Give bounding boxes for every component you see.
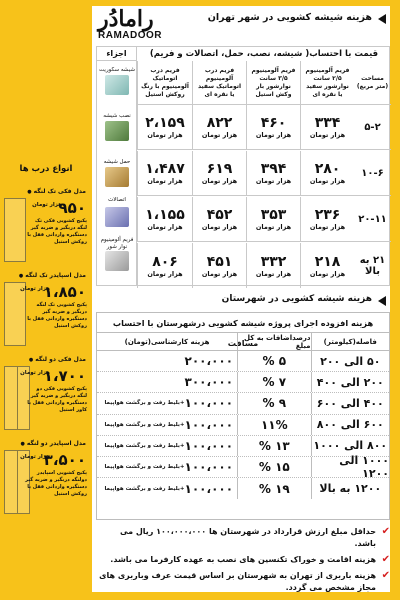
fee-value: ۳۰۰،۰۰۰ bbox=[184, 375, 234, 390]
door-price-unit: هزار تومان bbox=[20, 286, 50, 292]
door-icon bbox=[4, 198, 26, 262]
sidebar-title: انواع درب ها bbox=[19, 164, 73, 174]
table-row bbox=[97, 415, 389, 436]
note-item bbox=[96, 526, 390, 550]
fee-note: +بلیط رفت و برگشت هواپیما bbox=[104, 442, 185, 449]
distance-cell: ۱۰۰۰ الی ۱۲۰۰ bbox=[339, 454, 389, 481]
product-header: اجزاء bbox=[97, 47, 136, 61]
fee-value: ۱۰۰،۰۰۰ bbox=[184, 396, 234, 411]
price-cell bbox=[192, 243, 246, 288]
price-value: ۳۹۴ bbox=[260, 161, 287, 177]
door-price: ۳،۵۰۰ bbox=[43, 451, 86, 469]
column-header: مساحت (متر مربع) bbox=[356, 74, 389, 90]
price-value: ۶۱۹ bbox=[206, 161, 233, 177]
price-unit: هزار تومان bbox=[309, 131, 346, 139]
distance-cell: ۲۰۰ الی ۴۰۰ bbox=[316, 375, 384, 389]
fee-note: +بلیط رفت و برگشت هواپیما bbox=[104, 400, 185, 407]
door-desc: پکیج کشویی تک لنگه دربگیر و ضربه گیر دستگیره وارداتی قفل با روکش استیل bbox=[27, 302, 87, 329]
price-unit: هزار تومان bbox=[309, 269, 346, 278]
door-card bbox=[2, 356, 90, 436]
door-name: مدل اسپایدر تک لنگه ● bbox=[19, 272, 86, 279]
note-item bbox=[96, 554, 390, 566]
price-cell bbox=[192, 151, 246, 195]
price-cell bbox=[137, 197, 192, 241]
table-title: قیمت با احتساب( شیشه، نصب، حمل، اتصالات و فریم) bbox=[149, 49, 379, 59]
check-icon: ✔ bbox=[381, 526, 390, 537]
price-cell bbox=[300, 243, 354, 288]
price-unit: هزار تومان bbox=[201, 223, 238, 231]
frame-right bbox=[390, 0, 400, 600]
door-name: مدل فکی تک لنگه ● bbox=[27, 188, 86, 195]
product-label: اتصالات bbox=[108, 197, 126, 203]
page-title: هزینه شیشه کشویی در شهر تهران bbox=[207, 12, 372, 23]
table-row bbox=[97, 351, 389, 372]
fee-note: +بلیط رفت و برگشت هواپیما bbox=[104, 485, 185, 492]
door-desc: پکیج کشویی اسپایدر دولنگه دربگیر و ضربه گیر دستگیره وارداتی قفل با روکش استیل bbox=[25, 470, 87, 497]
area-cell: ۲۱ به بالا bbox=[359, 254, 386, 277]
table-row bbox=[97, 372, 389, 393]
door-price: ۹۵۰ bbox=[58, 199, 86, 217]
price-cell bbox=[137, 105, 192, 149]
fee-value: ۱۰۰،۰۰۰ bbox=[184, 438, 234, 453]
percent-cell: ۱۹ % bbox=[238, 478, 312, 499]
fee-value: ۱۰۰،۰۰۰ bbox=[184, 417, 234, 432]
price-unit: هزار تومان bbox=[147, 131, 183, 139]
logo-en: RAMADOOR bbox=[98, 30, 162, 41]
arrow-icon bbox=[378, 14, 386, 24]
percent-cell: ۹ % bbox=[238, 393, 312, 413]
price-cell bbox=[246, 243, 300, 288]
price-cell bbox=[137, 243, 192, 288]
price-value: ۲۳۶ bbox=[314, 207, 341, 223]
door-price: ۱،۸۵۰ bbox=[43, 283, 86, 301]
glass-image bbox=[105, 75, 129, 95]
fee-cell bbox=[97, 457, 238, 477]
fee-note: +بلیط رفت و برگشت هواپیما bbox=[104, 464, 185, 471]
column-header: فاصله(کیلومتر) bbox=[323, 337, 377, 346]
fee-value: ۲۰۰،۰۰۰ bbox=[184, 354, 234, 369]
price-unit: هزار تومان bbox=[147, 177, 183, 185]
price-value: ۲۸۰ bbox=[314, 161, 341, 177]
product-label: حمل شیشه bbox=[103, 159, 131, 165]
price-cell bbox=[246, 197, 300, 241]
note-text: حداقل مبلغ ارزش قرارداد در شهرستان ها ۱۰۰،۰۰۰،۰۰۰ ریال می باشد. bbox=[119, 527, 376, 548]
table-row bbox=[97, 454, 389, 481]
fee-cell bbox=[97, 372, 238, 392]
percent-cell: ۱۳ % bbox=[238, 436, 312, 456]
price-value: ۴۵۲ bbox=[206, 207, 233, 223]
column-header: هزینه کارشناسی(تومان) bbox=[97, 333, 238, 350]
door-card bbox=[2, 188, 90, 268]
table-header-row bbox=[97, 333, 389, 351]
fee-cell bbox=[97, 415, 238, 435]
price-cell bbox=[300, 197, 354, 241]
price-unit: هزار تومان bbox=[201, 269, 238, 278]
door-desc: پکیج کشویی فکی تک لنگه دربگیر و ضربه گیر دستگیره وارداتی قفل با روکش استیل bbox=[27, 218, 87, 245]
price-table bbox=[96, 46, 390, 286]
distance-cell: ۵۰ الی ۲۰۰ bbox=[320, 354, 381, 368]
door-price: ۱،۷۰۰ bbox=[43, 367, 86, 385]
price-unit: هزار تومان bbox=[201, 177, 238, 185]
logo-text: رامادُر bbox=[98, 6, 154, 32]
distance-table bbox=[96, 312, 390, 520]
fee-value: ۱۰۰،۰۰۰ bbox=[184, 460, 234, 475]
price-unit: هزار تومان bbox=[255, 223, 292, 231]
percent-cell: ۷ % bbox=[238, 372, 312, 392]
distance-cell: ۸۰۰ الی ۱۰۰۰ bbox=[313, 439, 388, 453]
note-item bbox=[96, 570, 390, 594]
fittings-image bbox=[105, 207, 129, 227]
price-value: ۱،۴۸۷ bbox=[145, 161, 185, 177]
price-value: ۴۵۱ bbox=[206, 253, 233, 270]
notes-list bbox=[96, 526, 390, 598]
product-label: شیشه سکوریت bbox=[99, 67, 135, 73]
distance-cell: ۶۰۰ الی ۸۰۰ bbox=[316, 418, 384, 432]
column-header: فریم درب اتوماتیک آلومینیوم با رنگ روکش استیل bbox=[137, 61, 192, 104]
price-value: ۳۳۲ bbox=[260, 253, 287, 270]
price-value: ۲،۱۵۹ bbox=[145, 115, 185, 131]
price-unit: هزار تومان bbox=[255, 177, 292, 185]
price-value: ۸۰۶ bbox=[152, 253, 178, 270]
price-unit: هزار تومان bbox=[147, 269, 183, 278]
door-desc: پکیج کشویی فکی دو لنگه دربگیر و ضربه گیر دستگیره وارداتی قفل با کاور استیل bbox=[27, 386, 87, 413]
table-row bbox=[137, 243, 391, 288]
table-row bbox=[137, 105, 391, 150]
product-label: نصب شیشه bbox=[103, 113, 131, 119]
price-cell bbox=[246, 105, 300, 149]
price-grid bbox=[137, 61, 391, 287]
table-row bbox=[137, 151, 391, 196]
area-cell: ۱۰-۶ bbox=[361, 167, 384, 179]
note-text: هزینه اقامت و خوراک تکنسین های نصب به عهده کارفرما می باشد. bbox=[110, 555, 376, 564]
note-text: هزینه باربری از تهران به شهرستان بر اساس قیمت عرف وباربری های مجاز مشخص می گردد. bbox=[99, 571, 376, 592]
percent-cell: ۱۵ % bbox=[238, 457, 312, 477]
check-icon: ✔ bbox=[381, 554, 390, 565]
door-price-unit: هزار تومان bbox=[20, 454, 50, 460]
fee-cell bbox=[97, 351, 238, 371]
fee-cell bbox=[97, 436, 238, 456]
fee-cell bbox=[97, 393, 238, 413]
table-row bbox=[137, 197, 391, 242]
price-value: ۱،۱۵۵ bbox=[145, 207, 185, 223]
check-icon: ✔ bbox=[381, 570, 390, 581]
price-cell bbox=[300, 151, 354, 195]
price-cell bbox=[246, 151, 300, 195]
distance-cell: ۴۰۰ الی ۶۰۰ bbox=[316, 396, 384, 410]
table-header-row bbox=[137, 61, 391, 105]
percent-cell: ۵ % bbox=[238, 351, 312, 371]
product-column bbox=[97, 47, 137, 285]
door-card bbox=[2, 272, 90, 352]
door-price-unit: هزار تومان bbox=[32, 202, 62, 208]
price-unit: هزار تومان bbox=[255, 131, 292, 139]
table-row bbox=[97, 393, 389, 414]
price-unit: هزار تومان bbox=[255, 269, 292, 278]
column-header: فریم آلومینیوم ۲/۵ سانت نوارشور سفید یا نقره ای bbox=[300, 61, 354, 104]
area-cell: ۲۰-۱۱ bbox=[358, 213, 387, 225]
price-value: ۸۲۲ bbox=[206, 115, 233, 131]
install-image bbox=[105, 121, 129, 141]
distance-cell: ۱۲۰۰ به بالا bbox=[319, 482, 382, 496]
price-cell bbox=[300, 105, 354, 149]
door-price-unit: هزار تومان bbox=[20, 370, 50, 376]
arrow-icon bbox=[378, 296, 386, 306]
fee-value: ۱۰۰،۰۰۰ bbox=[184, 481, 234, 496]
fee-note: +بلیط رفت و برگشت هواپیما bbox=[104, 421, 185, 428]
transport-image bbox=[105, 167, 129, 187]
logo bbox=[98, 8, 180, 44]
door-name: مدل اسپایدر دو لنگه ● bbox=[21, 440, 87, 447]
price-cell bbox=[192, 197, 246, 241]
price-value: ۲۱۸ bbox=[314, 253, 341, 270]
table-row bbox=[97, 478, 389, 499]
percent-cell: ۱۱% bbox=[238, 415, 312, 435]
price-unit: هزار تومان bbox=[147, 223, 183, 231]
column-header: درصداضافات به کل مبلغ bbox=[238, 333, 312, 350]
frame-image bbox=[105, 251, 129, 271]
price-cell bbox=[137, 151, 192, 195]
column-header: فریم درب آلومینیوم اتوماتیک سفید یا نقره ای bbox=[192, 61, 246, 104]
section-title: هزینه شیشه کشویی در شهرستان bbox=[221, 294, 372, 304]
column-header: فریم آلومینیوم ۳/۵ سانت نوارشور بار وکش استیل bbox=[246, 61, 300, 104]
product-label: فریم آلومینیوم نوار شور bbox=[100, 237, 134, 250]
fee-cell bbox=[97, 478, 238, 499]
price-value: ۴۶۰ bbox=[260, 115, 287, 131]
area-cell: ۵-۲ bbox=[364, 121, 381, 133]
door-name: مدل فکی دو لنگه ● bbox=[29, 356, 86, 363]
price-unit: هزار تومان bbox=[309, 223, 346, 231]
door-card bbox=[2, 440, 90, 520]
section-subtitle: هزینه افزوده اجرای پروژه شیشه کشویی درشهرستان با احتساب مسافت bbox=[97, 313, 389, 333]
price-unit: هزار تومان bbox=[309, 177, 346, 185]
price-cell bbox=[192, 105, 246, 149]
sidebar bbox=[0, 0, 92, 600]
price-value: ۳۵۳ bbox=[260, 207, 287, 223]
price-value: ۳۳۴ bbox=[314, 115, 341, 131]
price-unit: هزار تومان bbox=[201, 131, 238, 139]
